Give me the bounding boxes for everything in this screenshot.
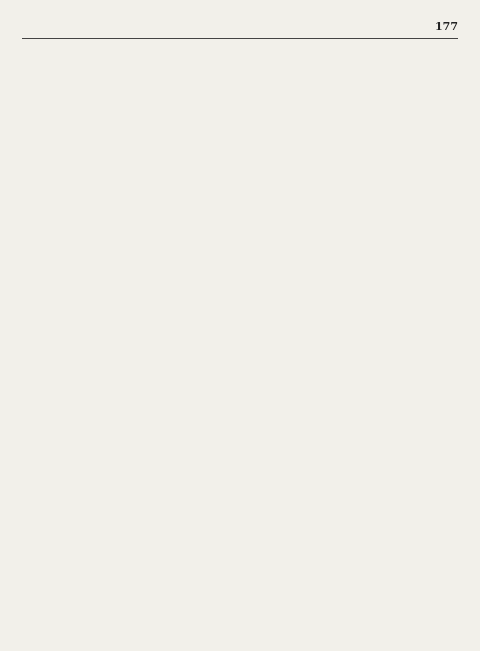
paragraph — [22, 124, 234, 141]
paragraph — [246, 64, 458, 81]
paragraph — [22, 164, 234, 181]
paragraph — [22, 204, 234, 221]
paragraph — [246, 44, 458, 61]
right-column — [246, 44, 458, 639]
paragraph — [22, 64, 234, 81]
page-header — [22, 12, 458, 39]
paragraph — [246, 104, 458, 121]
paragraph — [246, 84, 458, 101]
paragraph — [22, 224, 234, 241]
paragraph — [22, 144, 234, 161]
paragraph — [22, 84, 234, 101]
left-column — [22, 44, 234, 639]
two-column-body — [22, 44, 458, 639]
paragraph — [246, 144, 458, 161]
paragraph — [246, 124, 458, 141]
page-number: 177 — [435, 20, 458, 33]
paragraph — [22, 44, 234, 61]
paragraph — [22, 104, 234, 121]
paragraph — [22, 184, 234, 201]
